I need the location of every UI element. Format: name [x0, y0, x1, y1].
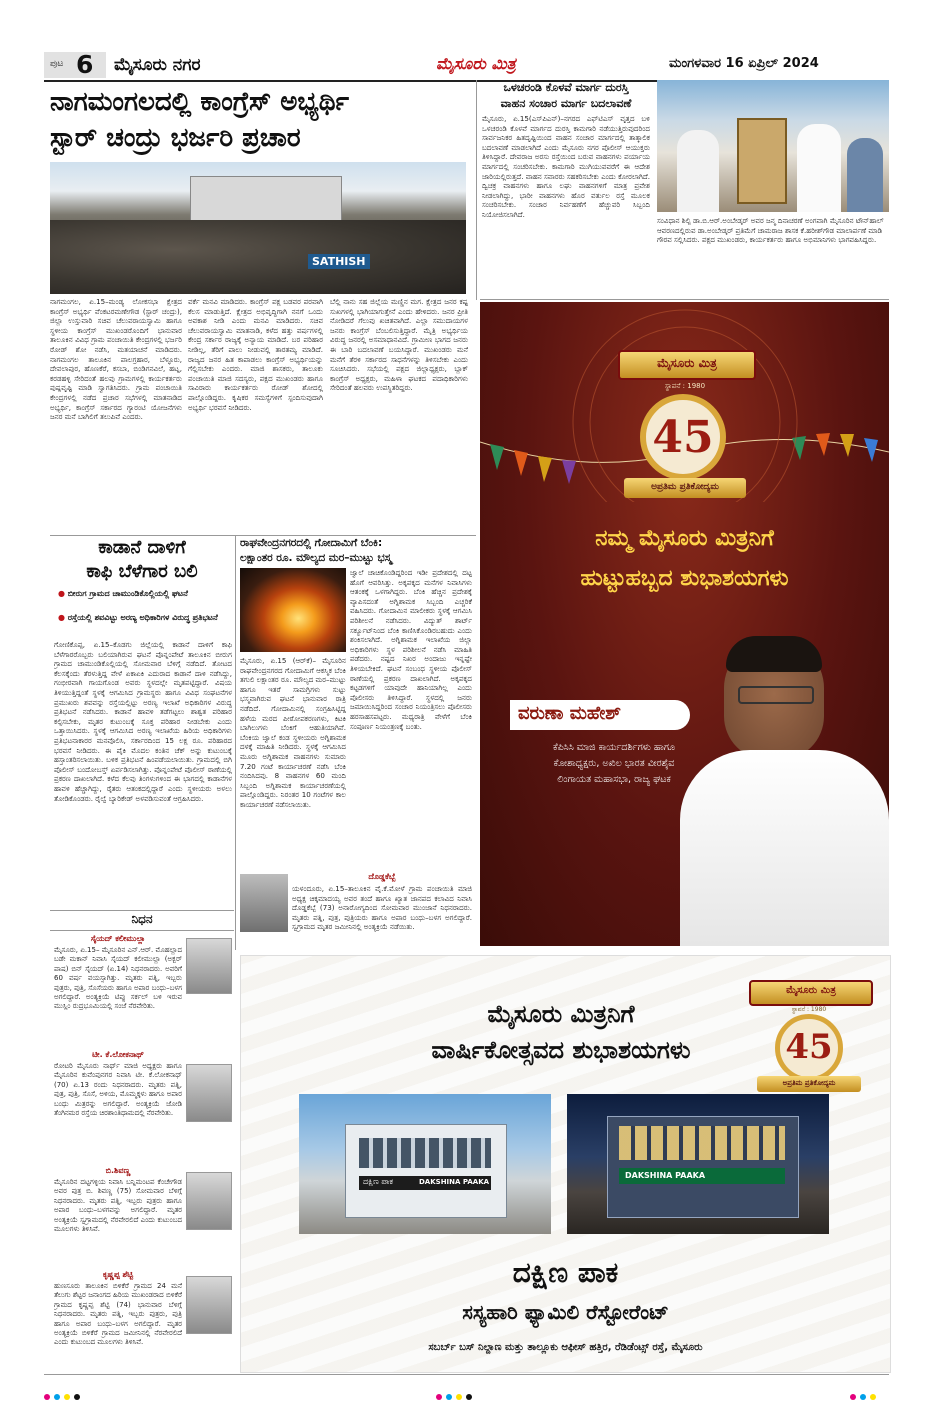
lead-headline-line2: ಸ್ಟಾರ್ ಚಂದ್ರು ಭರ್ಜರಿ ಪ್ರಚಾರ [50, 123, 301, 153]
obituary-name: ಕೃಷ್ಣಪ್ಪ ಶೆಟ್ಟಿ [102, 1270, 134, 1279]
bullet-icon: ● [58, 589, 65, 598]
coffee-bullet-1 [58, 588, 234, 599]
issue-date: ಮಂಗಳವಾರ 16 ಏಪ್ರಿಲ್ 2024 [669, 56, 819, 71]
sign-kannada: ದಕ್ಷಿಣ ಪಾಕ [363, 1177, 393, 1186]
coffee-headline-line2: ಕಾಫಿ ಬೆಳೆಗಾರ ಬಲಿ [86, 561, 198, 582]
lead-headline [50, 84, 470, 156]
cmyk-dot [850, 1394, 856, 1400]
obituary-name: ಟೀ. ಕೆ.ಲೋಕನಾಥ್ [92, 1050, 144, 1059]
restaurant-type: ಸಸ್ಯಹಾರಿ ಫ್ಯಾಮಿಲಿ ರೆಸ್ಟೋರೆಂಟ್ [462, 1300, 669, 1324]
designation-line-1: ಕೆಪಿಸಿಸಿ ಮಾಜಿ ಕಾರ್ಯದರ್ಶಿಗಳು ಹಾಗೂ [552, 742, 676, 753]
row-rule-1 [480, 299, 889, 300]
cmyk-dot [860, 1394, 866, 1400]
designation-line-2: ಕೋಶಾಧ್ಯಕ್ಷರು, ಅಖಿಲ ಭಾರತ ವೀರಶೈವ [553, 758, 675, 769]
death-body: ಯಳಂದೂರು, ಏ.15–ತಾಲೂಕಿನ ವೈ.ಕೆ.ಮೋಳೆ ಗ್ರಾಮ ಪಂಚಾಯಿತಿ ಮಾಜಿ ಅಧ್ಯಕ್ಷ ಚಿಕ್ಕಮಾದಯ್ಯ ಅವರ ತಂದೆ ಹಾಗೂ ಖ್ಯಾತ ಜಾನಪದ ಕಲಾವಿದ ನಿವಾಸಿ ದೊಡ್ಡಕೆಬ್ಬೆ (73) ಅನಾರೋಗ್ಯದಿಂದ ಸೋಮವಾರ ಮುಂಜಾನೆ ನಿಧನರಾದರು. ಮೃತರು ಪತ್ನಿ, ಪುತ್ರ, ಪುತ್ರಿಯರು ಹಾಗೂ ಅಪಾರ ಬಂಧು–ಬಳಗ ಅಗಲಿದ್ದಾರೆ. ಸ್ವಗ್ರಾಮದ ಮೃತರ ಜಮೀನಿನಲ್ಲಿ ಅಂತ್ಯಕ್ರಿಯೆ ನಡೆಯಿತು. [292, 884, 472, 932]
coffee-headline [54, 536, 230, 584]
person-figure-2 [797, 124, 841, 212]
designation-line-3: ಲಿಂಗಾಯತ ಮಹಾಸಭಾ, ರಾಜ್ಯ ಘಟಕ [557, 774, 671, 785]
lead-col-3: ಬೆಲ್ಲಿ ನಾನು ಸಹ ಜಿಲ್ಲೆಯ ಮಣ್ಣಿನ ಮಗ. ಕ್ಷೇತ್ರದ ಜನರ ಕಷ್ಟ ಸುಖಗಳಲ್ಲಿ ಭಾಗಿಯಾಗುತ್ತೇನೆ ಎಂದು ಹೇಳಿದರು. ಜನರ ಪ್ರೀತಿ ನೋಡಿದರೆ ಗೆಲುವು ಖಚಿತವಾಗಿದೆ. ಎಲ್ಲಾ ಸಮುದಾಯಗಳ ಜನರು ಕಾಂಗ್ರೆಸ್ ಬೆಂಬಲಿಸುತ್ತಿದ್ದಾರೆ. ಮೈತ್ರಿ ಅಭ್ಯರ್ಥಿಯ ವಿರುದ್ಧ ಜನರಲ್ಲಿ ಅಸಮಾಧಾನವಿದೆ. ಗ್ರಾಮೀಣ ಭಾಗದ ಜನರು ಈ ಬಾರಿ ಬದಲಾವಣೆ ಬಯಸಿದ್ದಾರೆ. ಮುಖಂಡರು ಮನೆ ಮನೆಗೆ ತೆರಳಿ ಸರ್ಕಾರದ ಸಾಧನೆಗಳನ್ನು ತಿಳಿಸಬೇಕು ಎಂದು ಸೂಚಿಸಿದರು. ಸಭೆಯಲ್ಲಿ ಪಕ್ಷದ ಜಿಲ್ಲಾಧ್ಯಕ್ಷರು, ಬ್ಲಾಕ್ ಕಾಂಗ್ರೆಸ್ ಅಧ್ಯಕ್ಷರು, ಮಹಿಳಾ ಘಟಕದ ಪದಾಧಿಕಾರಿಗಳು ಸೇರಿದಂತೆ ಹಲವರು ಉಪಸ್ಥಿತರಿದ್ದರು. [330, 297, 468, 393]
road-headline-line2: ವಾಹನ ಸಂಚಾರ ಮಾರ್ಗ ಬದಲಾವಣೆ [500, 97, 632, 110]
jayanti-caption: ಸಂವಿಧಾನ ಶಿಲ್ಪಿ ಡಾ.ಬಿ.ಆರ್.ಅಂಬೇಡ್ಕರ್ ಅವರ ಜನ್ಮ ದಿನಾಚರಣೆ ಅಂಗವಾಗಿ ಮೈಸೂರಿನ ಟೌನ್‌ಹಾಲ್ ಆವರಣದಲ್ಲಿರುವ ಡಾ.ಅಂಬೇಡ್ಕರ್ ಪ್ರತಿಮೆಗೆ ಚಾಮರಾಜ ಶಾಸಕ ಕೆ.ಹರೀಶ್‌ಗೌಡ ಮಾಲಾರ್ಪಣೆ ಮಾಡಿ ಗೌರವ ಸಲ್ಲಿಸಿದರು. ಪಕ್ಷದ ಮುಖಂಡರು, ಕಾರ್ಯಕರ್ತರು ಹಾಗೂ ಅಭಿಮಾನಿಗಳು ಭಾಗವಹಿಸಿದ್ದರು. [657, 216, 884, 245]
page-header [44, 52, 889, 78]
logo-crown-ribbon [618, 350, 756, 380]
person-figure-1 [677, 130, 719, 212]
sign-band [359, 1176, 491, 1190]
anniversary-logo [614, 342, 756, 504]
person-name: ವರುಣಾ ಮಹೇಶ್ [518, 703, 621, 724]
obituary-photo [186, 1172, 232, 1230]
building-windows [359, 1138, 491, 1168]
obituary-name: ಬಿ.ಶಿವಣ್ಣ [105, 1166, 131, 1175]
cmyk-dot [456, 1394, 462, 1400]
anniversary-ad [480, 302, 889, 946]
ad-greeting-1: ಮೈಸೂರು ಮಿತ್ರನಿಗೆ [487, 1000, 635, 1028]
fire-headline [240, 536, 476, 566]
column-rule-2 [235, 535, 236, 950]
logo-title: ಮೈಸೂರು ಮಿತ್ರ [657, 356, 717, 370]
lead-headline-line1: ನಾಗಮಂಗಲದಲ್ಲಿ ಕಾಂಗ್ರೆಸ್ ಅಭ್ಯರ್ಥಿ [50, 87, 349, 117]
footer-rule [44, 1374, 889, 1375]
page-number-box [44, 52, 106, 78]
coffee-bullet-1-text: ಬೀರುಗ ಗ್ರಾಮದ ಚಾಮುಂಡಿಕೊಲ್ಲಿಯಲ್ಲಿ ಘಟನೆ [67, 589, 188, 598]
paaka-logo-bottom [757, 1076, 861, 1092]
obituary-text: ಮೈಸೂರು, ಏ.15– ಮೈಸೂರಿನ ಎನ್.ಆರ್. ಮೊಹಲ್ಲಾದ ಬಡೇ ಮಕಾನ್ ನಿವಾಸಿ ಸೈಯದ್ ಕಲೀಮುಲ್ಲಾ (ಅಕ್ಬರ್ ಪಾಷ) ಬಿನ್ ಸೈಯದ್ (ಏ.14) ನಿಧನರಾದರು. ಅವರಿಗೆ 60 ವರ್ಷ ವಯಸ್ಸಾಗಿತ್ತು. ಮೃತರು ಪತ್ನಿ, ಇಬ್ಬರು ಪುತ್ರರು, ಪುತ್ರಿ, ಸೊಸೆಯರು ಹಾಗೂ ಅಪಾರ ಬಂಧು–ಬಳಗ ಅಗಲಿದ್ದಾರೆ. ಅಂತ್ಯಕ್ರಿಯೆ ಟಿಪ್ಪು ಸರ್ಕಲ್ ಬಳಿ ಇರುವ ಮುಸ್ಲಿಂ ರುದ್ರಭೂಮಿಯಲ್ಲಿ ಸಂಜೆ ನೆರವೇರಿತು. [54, 946, 182, 1011]
obituary-text: ರೋಟರಿ ಮೈಸೂರು ನಾರ್ಥ್ ಮಾಜಿ ಅಧ್ಯಕ್ಷರು ಹಾಗೂ ಮೈಸೂರಿನ ಕುವೆಂಪುನಗರ ನಿವಾಸಿ ಟೀ. ಕೆ.ಲೋಕನಾಥ್ (70) ಏ.13 ರಂದು ನಿಧನರಾದರು. ಮೃತರು ಪತ್ನಿ, ಪುತ್ರ, ಪುತ್ರಿ, ಸೊಸೆ, ಅಳಿಯ, ಮೊಮ್ಮಕ್ಕಳು ಹಾಗೂ ಅಪಾರ ಬಂಧು ಮಿತ್ರರನ್ನು ಅಗಲಿದ್ದಾರೆ. ಅಂತ್ಯಕ್ರಿಯೆ ಜೋಡಿ ತೆಂಗಿನಮರ ರಸ್ತೆಯ ಚಿರಶಾಂತಿಧಾಮದಲ್ಲಿ ನೆರವೇರಿತು. [54, 1062, 182, 1118]
night-windows [619, 1126, 785, 1160]
obituary-photo [186, 1064, 232, 1122]
person-figure-3 [847, 138, 883, 212]
paaka-logo [749, 976, 869, 1094]
logo-since: ಸ್ಥಾಪನೆ : 1980 [664, 382, 706, 390]
death-portrait [240, 874, 288, 932]
restaurant-address: ಸಬರ್ಬ್ ಬಸ್ ನಿಲ್ದಾಣ ಮತ್ತು ತಾಲ್ಲೂಕು ಆಫೀಸ್ ಹತ್ತಿರ, ರೆಡಿಡೆಂಟ್ಸ್ ರಸ್ತೆ, ಮೈಸೂರು [428, 1342, 703, 1353]
lead-col-2: ವರ್ಕೆ ಮನವಿ ಮಾಡಿದರು. ಕಾಂಗ್ರೆಸ್ ಪಕ್ಷ ಬಡವರ ಪರವಾಗಿ ಕೆಲಸ ಮಾಡುತ್ತಿದೆ. ಕ್ಷೇತ್ರದ ಅಭಿವೃದ್ಧಿಗಾಗಿ ನನಗೆ ಒಂದು ಅವಕಾಶ ನೀಡಿ ಎಂದು ಮನವಿ ಮಾಡಿದರು. ಸಚಿವ ಚೆಲುವರಾಯಸ್ವಾಮಿ ಮಾತನಾಡಿ, ಕಳೆದ ಹತ್ತು ವರ್ಷಗಳಲ್ಲಿ ಕೇಂದ್ರ ಸರ್ಕಾರ ರಾಜ್ಯಕ್ಕೆ ಅನ್ಯಾಯ ಮಾಡಿದೆ. ಬರ ಪರಿಹಾರ ನೀಡಿಲ್ಲ, ತೆರಿಗೆ ಪಾಲು ನೀಡುವಲ್ಲಿ ತಾರತಮ್ಯ ಮಾಡಿದೆ. ರಾಜ್ಯದ ಜನರ ಹಿತ ಕಾಪಾಡಲು ಕಾಂಗ್ರೆಸ್ ಅಭ್ಯರ್ಥಿಯನ್ನು ಗೆಲ್ಲಿಸಬೇಕು ಎಂದರು. ಮಾಜಿ ಶಾಸಕರು, ತಾಲೂಕು ಪಂಚಾಯಿತಿ ಮಾಜಿ ಸದಸ್ಯರು, ಪಕ್ಷದ ಮುಖಂಡರು ಹಾಗೂ ಸಾವಿರಾರು ಕಾರ್ಯಕರ್ತರು ರೋಡ್ ಶೋದಲ್ಲಿ ಪಾಲ್ಗೊಂಡಿದ್ದರು. ಕೃಷಿಕರ ಸಮಸ್ಯೆಗಳಿಗೆ ಸ್ಪಂದಿಸುವುದಾಗಿ ಅಭ್ಯರ್ಥಿ ಭರವಸೆ ನೀಡಿದರು. [188, 297, 323, 412]
paaka-logo-number: 45 [785, 1027, 833, 1067]
masthead-logo: ಮೈಸೂರು ಮಿತ್ರ [436, 54, 516, 73]
cmyk-dot [436, 1394, 442, 1400]
obit-rule [50, 910, 234, 911]
ad-greeting-2: ವಾರ್ಷಿಕೋತ್ಸವದ ಶುಭಾಶಯಗಳು [431, 1036, 691, 1064]
cmyk-dot [870, 1394, 876, 1400]
paaka-logo-ribbon-text: ಅಪ್ರತಿಮ ಪ್ರತಿಕೋದ್ಯಮ [782, 1079, 836, 1087]
portrait-hair [726, 636, 822, 672]
road-headline-line1: ಒಳಚರಂಡಿ ಕೊಳವೆ ಮಾರ್ಗ ದುರಸ್ತಿ [503, 81, 629, 94]
bullet-icon: ● [58, 613, 65, 622]
coffee-bullet-2 [58, 612, 234, 623]
crowd-shape [50, 220, 466, 294]
cmyk-dot [466, 1394, 472, 1400]
road-story-body: ಮೈಸೂರು, ಏ.15(ಎಸ್‌ಪಿಎನ್)–ನಗರದ ಎಫ್‌ಟಿಎಸ್ ವೃತ್ತದ ಬಳಿ ಒಳಚರಂಡಿ ಕೊಳವೆ ಮಾರ್ಗದ ದುರಸ್ತಿ ಕಾಮಗಾರಿ ನಡೆಯುತ್ತಿರುವುದರಿಂದ ಸಾರ್ವಜನಿಕರ ಹಿತದೃಷ್ಟಿಯಿಂದ ವಾಹನ ಸಂಚಾರ ಮಾರ್ಗದಲ್ಲಿ ತಾತ್ಕಾಲಿಕ ಬದಲಾವಣೆ ಮಾಡಲಾಗಿದೆ ಎಂದು ಮೈಸೂರು ನಗರ ಪೊಲೀಸ್ ಆಯುಕ್ತರು ತಿಳಿಸಿದ್ದಾರೆ. ದೇವರಾಜ ಅರಸು ರಸ್ತೆಯಿಂದ ಬರುವ ವಾಹನಗಳು ಪರ್ಯಾಯ ಮಾರ್ಗದಲ್ಲಿ ಸಂಚರಿಸಬೇಕು. ಕಾಮಗಾರಿ ಮುಗಿಯುವವರೆಗೆ ಈ ಆದೇಶ ಜಾರಿಯಲ್ಲಿರುತ್ತದೆ. ವಾಹನ ಸವಾರರು ಸಹಕರಿಸಬೇಕು ಎಂದು ಕೋರಲಾಗಿದೆ. ದ್ವಿಚಕ್ರ ವಾಹನಗಳು ಹಾಗೂ ಲಘು ವಾಹನಗಳಿಗೆ ಮಾತ್ರ ಪ್ರವೇಶ ನೀಡಲಾಗಿದ್ದು, ಭಾರೀ ವಾಹನಗಳು ಹೊರ ವರ್ತುಲ ರಸ್ತೆ ಮೂಲಕ ಸಂಚರಿಸಬೇಕು. ಸಂಚಾರ ನಿರ್ವಹಣೆಗೆ ಹೆಚ್ಚುವರಿ ಸಿಬ್ಬಂದಿ ನಿಯೋಜಿಸಲಾಗಿದೆ. [482, 114, 650, 219]
logo-bottom-ribbon [624, 478, 746, 498]
restaurant-photo-day [299, 1094, 551, 1234]
obituary-photo [186, 1276, 232, 1334]
obituary-photo [186, 938, 232, 994]
obituary-title: ನಿಧನ [131, 912, 153, 926]
night-sign-band [619, 1168, 785, 1184]
fire-headline-line2: ಲಕ್ಷಾಂತರ ರೂ. ಮೌಲ್ಯದ ಮರ–ಮುಟ್ಟು ಭಸ್ಮ [240, 552, 392, 564]
road-headline [482, 80, 650, 112]
logo-number: 45 [652, 412, 714, 463]
rally-photo [50, 162, 466, 294]
fire-body-left: ಮೈಸೂರು, ಏ.15 (ಆರ್‌ಕೆ)– ಮೈಸೂರಿನ ರಾಘವೇಂದ್ರನಗರದ ಗೋದಾಮಿಗೆ ಆಕಸ್ಮಿಕ ಬೆಂಕಿ ತಗುಲಿ ಲಕ್ಷಾಂತರ ರೂ. ಮೌಲ್ಯದ ಮರ–ಮುಟ್ಟು ಹಾಗೂ ಇತರೆ ಸಾಮಗ್ರಿಗಳು ಸುಟ್ಟು ಭಸ್ಮವಾಗಿರುವ ಘಟನೆ ಭಾನುವಾರ ರಾತ್ರಿ ನಡೆದಿದೆ. ಗೋದಾಮಿನಲ್ಲಿ ಸಂಗ್ರಹಿಸಿಟ್ಟಿದ್ದ ಹಳೆಯ ಮರದ ಪೀಠೋಪಕರಣಗಳು, ಕಿಟಕಿ ಬಾಗಿಲುಗಳು ಬೆಂಕಿಗೆ ಆಹುತಿಯಾಗಿವೆ. ಬೆಂಕಿಯ ಜ್ವಾಲೆ ಕಂಡ ಸ್ಥಳೀಯರು ಅಗ್ನಿಶಾಮಕ ದಳಕ್ಕೆ ಮಾಹಿತಿ ನೀಡಿದರು. ಸ್ಥಳಕ್ಕೆ ಆಗಮಿಸಿದ ಮೂರು ಅಗ್ನಿಶಾಮಕ ವಾಹನಗಳು ಸುಮಾರು 7.20 ಗಂಟೆ ಕಾರ್ಯಾಚರಣೆ ನಡೆಸಿ ಬೆಂಕಿ ನಂದಿಸಿದವು. 8 ವಾಹನಗಳ 60 ಮಂದಿ ಸಿಬ್ಬಂದಿ ಅಗ್ನಿಶಾಮಕ ಕಾರ್ಯಾಚರಣೆಯಲ್ಲಿ ಪಾಲ್ಗೊಂಡಿದ್ದರು. ನಿರಂತರ 10 ಗಂಟೆಗಳ ಕಾಲ ಕಾರ್ಯಾಚರಣೆ ನಡೆಸಲಾಯಿತು. [240, 656, 346, 809]
coffee-headline-line1: ಕಾಡಾನೆ ದಾಳಿಗೆ [98, 537, 186, 558]
restaurant-photo-night [567, 1094, 829, 1234]
death-label: ದೊಡ್ಡಕೆಬ್ಬೆ [368, 872, 396, 881]
restaurant-name: ದಕ್ಷಿಣ ಪಾಕ [512, 1256, 619, 1289]
name-banner [510, 700, 690, 730]
paaka-logo-title: ಮೈಸೂರು ಮಿತ್ರ [786, 985, 836, 996]
registration-dots-center [436, 1385, 476, 1391]
cmyk-dot [44, 1394, 50, 1400]
paaka-ad [240, 955, 891, 1373]
paaka-logo-since: ಸ್ಥಾಪನೆ : 1980 [791, 1006, 827, 1013]
jayanti-photo [657, 80, 889, 212]
person-designation [504, 740, 724, 788]
coffee-bullet-2-text: ರಸ್ತೆಯಲ್ಲಿ ಶವವಿಟ್ಟು ಅರಣ್ಯ ಅಧಿಕಾರಿಗಳ ವಿರುದ್ಧ ಪ್ರತಿಭಟನೆ [67, 613, 218, 622]
cmyk-dot [54, 1394, 60, 1400]
page-number: 6 [76, 50, 94, 79]
coffee-body: ಗೋಣಿಕೊಪ್ಪ, ಏ.15–ಕೊಡಗು ಜಿಲ್ಲೆಯಲ್ಲಿ ಕಾಡಾನೆ ದಾಳಿಗೆ ಕಾಫಿ ಬೆಳೆಗಾರರೊಬ್ಬರು ಬಲಿಯಾಗಿರುವ ಘಟನೆ ಪೊನ್ನಂಪೇಟೆ ತಾಲೂಕಿನ ಬೀರುಗ ಗ್ರಾಮದ ಚಾಮುಂಡಿಕೊಲ್ಲಿಯಲ್ಲಿ ಸೋಮವಾರ ಬೆಳಿಗ್ಗೆ ನಡೆದಿದೆ. ತೋಟದ ಕೆಲಸಕ್ಕೆಂದು ತೆರಳುತ್ತಿದ್ದ ವೇಳೆ ಏಕಾಏಕಿ ಎದುರಾದ ಕಾಡಾನೆ ದಾಳಿ ನಡೆಸಿದ್ದು, ಗಂಭೀರವಾಗಿ ಗಾಯಗೊಂಡ ಅವರು ಸ್ಥಳದಲ್ಲೇ ಮೃತಪಟ್ಟಿದ್ದಾರೆ. ವಿಷಯ ತಿಳಿಯುತ್ತಿದ್ದಂತೆ ಸ್ಥಳಕ್ಕೆ ಆಗಮಿಸಿದ ಗ್ರಾಮಸ್ಥರು ಹಾಗೂ ವಿವಿಧ ಸಂಘಟನೆಗಳ ಪ್ರಮುಖರು ಶವವನ್ನು ರಸ್ತೆಯಲ್ಲಿಟ್ಟು ಅರಣ್ಯ ಇಲಾಖೆ ಅಧಿಕಾರಿಗಳ ವಿರುದ್ಧ ಪ್ರತಿಭಟನೆ ನಡೆಸಿದರು. ಕಾಡಾನೆ ಹಾವಳಿ ತಡೆಗಟ್ಟಲು ಶಾಶ್ವತ ಪರಿಹಾರ ಕಲ್ಪಿಸಬೇಕು, ಮೃತರ ಕುಟುಂಬಕ್ಕೆ ಸೂಕ್ತ ಪರಿಹಾರ ನೀಡಬೇಕು ಎಂದು ಒತ್ತಾಯಿಸಿದರು. ಸ್ಥಳಕ್ಕೆ ಆಗಮಿಸಿದ ಅರಣ್ಯ ಇಲಾಖೆಯ ಹಿರಿಯ ಅಧಿಕಾರಿಗಳು ಪ್ರತಿಭಟನಾಕಾರರ ಮನವೊಲಿಸಿ, ಸರ್ಕಾರದಿಂದ 15 ಲಕ್ಷ ರೂ. ಪರಿಹಾರದ ಭರವಸೆ ನೀಡಿದರು. ಈ ಪೈಕಿ ಮೊದಲ ಕಂತಿನ ಚೆಕ್ ಅನ್ನು ಕುಟುಂಬಕ್ಕೆ ಹಸ್ತಾಂತರಿಸಲಾಯಿತು. ಬಳಿಕ ಪ್ರತಿಭಟನೆ ಹಿಂಪಡೆಯಲಾಯಿತು. ಗ್ರಾಮದಲ್ಲಿ ಬಿಗಿ ಪೊಲೀಸ್ ಬಂದೋಬಸ್ತ್ ಏರ್ಪಡಿಸಲಾಗಿತ್ತು. ಪೊನ್ನಂಪೇಟೆ ಪೊಲೀಸ್ ಠಾಣೆಯಲ್ಲಿ ಪ್ರಕರಣ ದಾಖಲಾಗಿದೆ. ಕಳೆದ ಕೆಲವು ತಿಂಗಳುಗಳಿಂದ ಈ ಭಾಗದಲ್ಲಿ ಕಾಡಾನೆಗಳ ಹಾವಳಿ ಹೆಚ್ಚಾಗಿದ್ದು, ರೈತರು ಆತಂಕದಲ್ಲಿದ್ದಾರೆ ಎಂದು ಸ್ಥಳೀಯರು ಅಳಲು ತೋಡಿಕೊಂಡರು. ರೈಲ್ವೆ ಬ್ಯಾರಿಕೇಡ್ ಅಳವಡಿಸುವಂತೆ ಆಗ್ರಹಿಸಿದರು. [54, 640, 232, 803]
sign-english: DAKSHINA PAAKA [419, 1178, 490, 1186]
logo-ribbon-text: ಅಪ್ರತಿಮ ಪ್ರತಿಕೋದ್ಯಮ [651, 482, 719, 492]
obit-title-rule [50, 930, 234, 931]
lead-col-1: ನಾಗಮಂಗಲ, ಏ.15–ಮಂಡ್ಯ ಲೋಕಸಭಾ ಕ್ಷೇತ್ರದ ಕಾಂಗ್ರೆಸ್ ಅಭ್ಯರ್ಥಿ ವೆಂಕಟರಮಣೇಗೌಡ (ಸ್ಟಾರ್ ಚಂದ್ರು), ಜಿಲ್ಲಾ ಉಸ್ತುವಾರಿ ಸಚಿವ ಚೆಲುವರಾಯಸ್ವಾಮಿ ಹಾಗೂ ಸ್ಥಳೀಯ ಕಾಂಗ್ರೆಸ್ ಮುಖಂಡರೊಂದಿಗೆ ಭಾನುವಾರ ತಾಲೂಕಿನ ವಿವಿಧ ಗ್ರಾಮ ಪಂಚಾಯಿತಿ ಕೇಂದ್ರಗಳಲ್ಲಿ ಭರ್ಜರಿ ರೋಡ್ ಶೋ ನಡೆಸಿ, ಮತಯಾಚನೆ ಮಾಡಿದರು. ನಾಗಮಂಗಲ ತಾಲೂಕಿನ ಪಾಲಗ್ರಹಾರ, ಬೆಳ್ಳೂರು, ದೇವಲಾಪುರ, ಹೊಣಕೆರೆ, ಕಸಬಾ, ಬಿಂಡಿಗನವಿಲೆ, ಹಟ್ನ, ಕರಡಹಳ್ಳಿ ಸೇರಿದಂತೆ ಹಲವು ಗ್ರಾಮಗಳಲ್ಲಿ ಕಾರ್ಯಕರ್ತರು ಪುಷ್ಪವೃಷ್ಟಿ ಮಾಡಿ ಸ್ವಾಗತಿಸಿದರು. ಗ್ರಾಮ ಪಂಚಾಯಿತಿ ಕೇಂದ್ರಗಳಲ್ಲಿ ನಡೆದ ಪ್ರಚಾರ ಸಭೆಗಳಲ್ಲಿ ಮಾತನಾಡಿದ ಅಭ್ಯರ್ಥಿ, ಕಾಂಗ್ರೆಸ್ ಸರ್ಕಾರದ ಗ್ಯಾರಂಟಿ ಯೋಜನೆಗಳು ಜನರ ಮನೆ ಬಾಗಿಲಿಗೆ ತಲುಪಿವೆ ಎಂದರು. [50, 297, 182, 422]
greeting-line-1: ನಮ್ಮ ಮೈಸೂರು ಮಿತ್ರನಿಗೆ [595, 526, 774, 551]
logo-circle [640, 394, 726, 480]
statue-frame [737, 118, 787, 204]
fire-headline-line1: ರಾಘವೇಂದ್ರನಗರದಲ್ಲಿ ಗೋದಾಮಿಗೆ ಬೆಂಕಿ: [240, 537, 383, 549]
section-name: ಮೈಸೂರು ನಗರ [114, 55, 201, 75]
cmyk-dot [74, 1394, 80, 1400]
night-sign-english: DAKSHINA PAAKA [625, 1171, 706, 1180]
cmyk-dot [64, 1394, 70, 1400]
column-rule-1 [476, 80, 477, 300]
obituary-name: ಸೈಯದ್ ಕಲೀಮುಲ್ಲಾ [90, 934, 146, 943]
portrait-glasses [738, 686, 814, 704]
registration-dots-left [44, 1385, 84, 1391]
fire-body-right: ಜ್ವಾಲೆ ಚಾಚಿಕೊಂಡಿದ್ದರಿಂದ ಇಡೀ ಪ್ರದೇಶದಲ್ಲಿ ದಟ್ಟ ಹೊಗೆ ಆವರಿಸಿತ್ತು. ಅಕ್ಕಪಕ್ಕದ ಮನೆಗಳ ನಿವಾಸಿಗಳು ಆತಂಕಕ್ಕೆ ಒಳಗಾಗಿದ್ದರು. ಬೆಂಕಿ ಹೆಚ್ಚಿನ ಪ್ರದೇಶಕ್ಕೆ ವ್ಯಾಪಿಸದಂತೆ ಅಗ್ನಿಶಾಮಕ ಸಿಬ್ಬಂದಿ ಎಚ್ಚರಿಕೆ ವಹಿಸಿದರು. ಗೋದಾಮಿನ ಮಾಲೀಕರು ಸ್ಥಳಕ್ಕೆ ಆಗಮಿಸಿ ಪರಿಶೀಲನೆ ನಡೆಸಿದರು. ವಿದ್ಯುತ್ ಶಾರ್ಟ್ ಸರ್ಕ್ಯೂಟ್‌ನಿಂದ ಬೆಂಕಿ ಕಾಣಿಸಿಕೊಂಡಿರಬಹುದು ಎಂದು ಶಂಕಿಸಲಾಗಿದೆ. ಅಗ್ನಿಶಾಮಕ ಇಲಾಖೆಯ ಜಿಲ್ಲಾ ಅಧಿಕಾರಿಗಳು ಸ್ಥಳ ಪರಿಶೀಲನೆ ನಡೆಸಿ ಮಾಹಿತಿ ಪಡೆದರು. ನಷ್ಟದ ನಿಖರ ಅಂದಾಜು ಇನ್ನಷ್ಟೇ ತಿಳಿಯಬೇಕಿದೆ. ಘಟನೆ ಸಂಬಂಧ ಸ್ಥಳೀಯ ಪೊಲೀಸ್ ಠಾಣೆಯಲ್ಲಿ ಪ್ರಕರಣ ದಾಖಲಾಗಿದೆ. ಅಕ್ಕಪಕ್ಕದ ಕಟ್ಟಡಗಳಿಗೆ ಯಾವುದೇ ಹಾನಿಯಾಗಿಲ್ಲ ಎಂದು ಪೊಲೀಸರು ತಿಳಿಸಿದ್ದಾರೆ. ಸ್ಥಳದಲ್ಲಿ ಜನರು ಜಮಾಯಿಸಿದ್ದರಿಂದ ಸಂಚಾರ ನಿಯಂತ್ರಿಸಲು ಪೊಲೀಸರು ಹರಸಾಹಸಪಟ್ಟರು. ಮಧ್ಯರಾತ್ರಿ ವೇಳೆಗೆ ಬೆಂಕಿ ಸಂಪೂರ್ಣ ನಿಯಂತ್ರಣಕ್ಕೆ ಬಂತು. [350, 568, 472, 731]
fire-photo [240, 568, 346, 652]
paaka-logo-circle [775, 1014, 843, 1082]
registration-dots-right [850, 1385, 880, 1391]
greeting-line-2: ಹುಟ್ಟುಹಬ್ಬದ ಶುಭಾಶಯಗಳು [580, 566, 789, 591]
portrait-photo [680, 632, 889, 946]
page-label: ಪುಟ [50, 59, 64, 69]
paaka-logo-ribbon [749, 980, 873, 1006]
obituary-text: ಮೈಸೂರಿನ ದಟ್ಟಗಳ್ಳಿಯ ನಿವಾಸಿ ಬನ್ನಿಮಂಟಪ ಕೆಂಚೇಗೌಡ ಅವರ ಪುತ್ರ ಬಿ. ಶಿವಣ್ಣ (75) ಸೋಮವಾರ ಬೆಳಿಗ್ಗೆ ನಿಧನರಾದರು. ಮೃತರು ಪತ್ನಿ, ಇಬ್ಬರು ಪುತ್ರರು ಹಾಗೂ ಅಪಾರ ಬಂಧು–ಬಳಗವನ್ನು ಅಗಲಿದ್ದಾರೆ. ಮೃತರ ಅಂತ್ಯಕ್ರಿಯೆ ಸ್ವಗ್ರಾಮದಲ್ಲಿ ನೆರವೇರಲಿದೆ ಎಂದು ಕುಟುಂಬದ ಮೂಲಗಳು ತಿಳಿಸಿವೆ. [54, 1178, 182, 1234]
photo-banner-text: SATHISH [308, 254, 370, 269]
obituary-text: ಹುಣಸೂರು ತಾಲೂಕಿನ ಬಿಳಿಕೆರೆ ಗ್ರಾಮದ 24 ಮನೆ ತೆಲುಗು ಶೆಟ್ಟರ ಜನಾಂಗದ ಹಿರಿಯ ಮುಖಂಡರಾದ ಬಿಳಿಕೆರೆ ಗ್ರಾಮದ ಕೃಷ್ಣಪ್ಪ ಶೆಟ್ಟಿ (74) ಭಾನುವಾರ ಬೆಳಿಗ್ಗೆ ನಿಧನರಾದರು. ಮೃತರು ಪತ್ನಿ, ಇಬ್ಬರು ಪುತ್ರರು, ಪುತ್ರಿ ಹಾಗೂ ಅಪಾರ ಬಂಧು–ಬಳಗ ಅಗಲಿದ್ದಾರೆ. ಮೃತರ ಅಂತ್ಯಕ್ರಿಯೆ ಬಿಳಿಕೆರೆ ಗ್ರಾಮದ ಜಮೀನಿನಲ್ಲಿ ನೆರವೇರಲಿದೆ ಎಂದು ಕುಟುಂಬದ ಮೂಲಗಳು ತಿಳಿಸಿವೆ. [54, 1282, 182, 1347]
cmyk-dot [446, 1394, 452, 1400]
